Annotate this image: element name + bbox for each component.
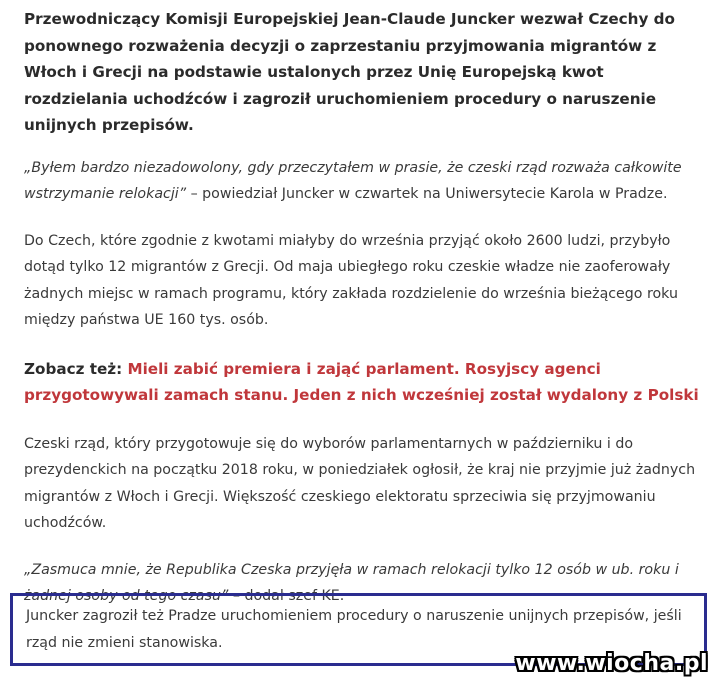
see-also [24, 356, 704, 409]
spacer [24, 334, 704, 356]
see-also-label: Zobacz też: [24, 359, 128, 378]
see-also-link[interactable]: Mieli zabić premiera i zająć parlament. Rosyjscy agenci przygotowywali zamach stanu. Jeden z nich wcześniej został wydalony z Polski [24, 359, 699, 404]
quote-paragraph-1 [24, 155, 704, 208]
article-body [24, 0, 704, 610]
spacer [24, 208, 704, 228]
quote-text: „Byłem bardzo niezadowolony, gdy przeczytałem w prasie, że czeski rząd rozważa całkowite wstrzymanie relokacji” [24, 159, 682, 202]
body-paragraph-2: Czeski rząd, który przygotowuje się do wyborów parlamentarnych w październiku i do prezydenckich na początku 2018 roku, w poniedziałek ogłosił, że kraj nie przyjmie już żadnych migrantów z Włoch i Grecji. Większość czeskiego elektoratu sprzeciwia się przyjmowaniu uchodźców. [24, 435, 696, 531]
spacer [24, 409, 704, 431]
body-paragraph-1: Do Czech, które zgodnie z kwotami miałyby do września przyjąć około 2600 ludzi, przybyło dotąd tylko 12 migrantów z Grecji. Od maja ubiegłego roku czeskie władze nie zaoferowały żadnych miejsc w ramach programu, który zakłada rozdzielenie do września bieżącego roku między państwa UE 160 tys. osób. [24, 232, 678, 328]
quote-text: „Zasmuca mnie, że Republika Czeska przyjęła w ramach relokacji tylko 12 osób w ub. roku i żadnej osoby od tego czasu” [24, 561, 679, 604]
article-lead: Przewodniczący Komisji Europejskiej Jean-Claude Juncker wezwał Czechy do ponownego rozważenia decyzji o zaprzestaniu przyjmowania migrantów z Włoch i Grecji na podstawie ustalonych przez Unię Europejską kwot rozdzielania uchodźców i zagroził uruchomieniem procedury o naruszenie unijnych przepisów. [24, 10, 675, 134]
quote-attribution: – dodał szef KE. [228, 588, 345, 604]
spacer [24, 537, 704, 557]
watermark-logo: www.wiocha.pl [515, 651, 708, 676]
highlighted-paragraph: Juncker zagroził też Pradze uruchomieniem procedury o naruszenie unijnych przepisów, jeśli rząd nie zmieni stanowiska. [26, 608, 682, 651]
quote-attribution: – powiedział Juncker w czwartek na Uniwersytecie Karola w Pradze. [186, 186, 668, 202]
spacer [24, 139, 704, 155]
